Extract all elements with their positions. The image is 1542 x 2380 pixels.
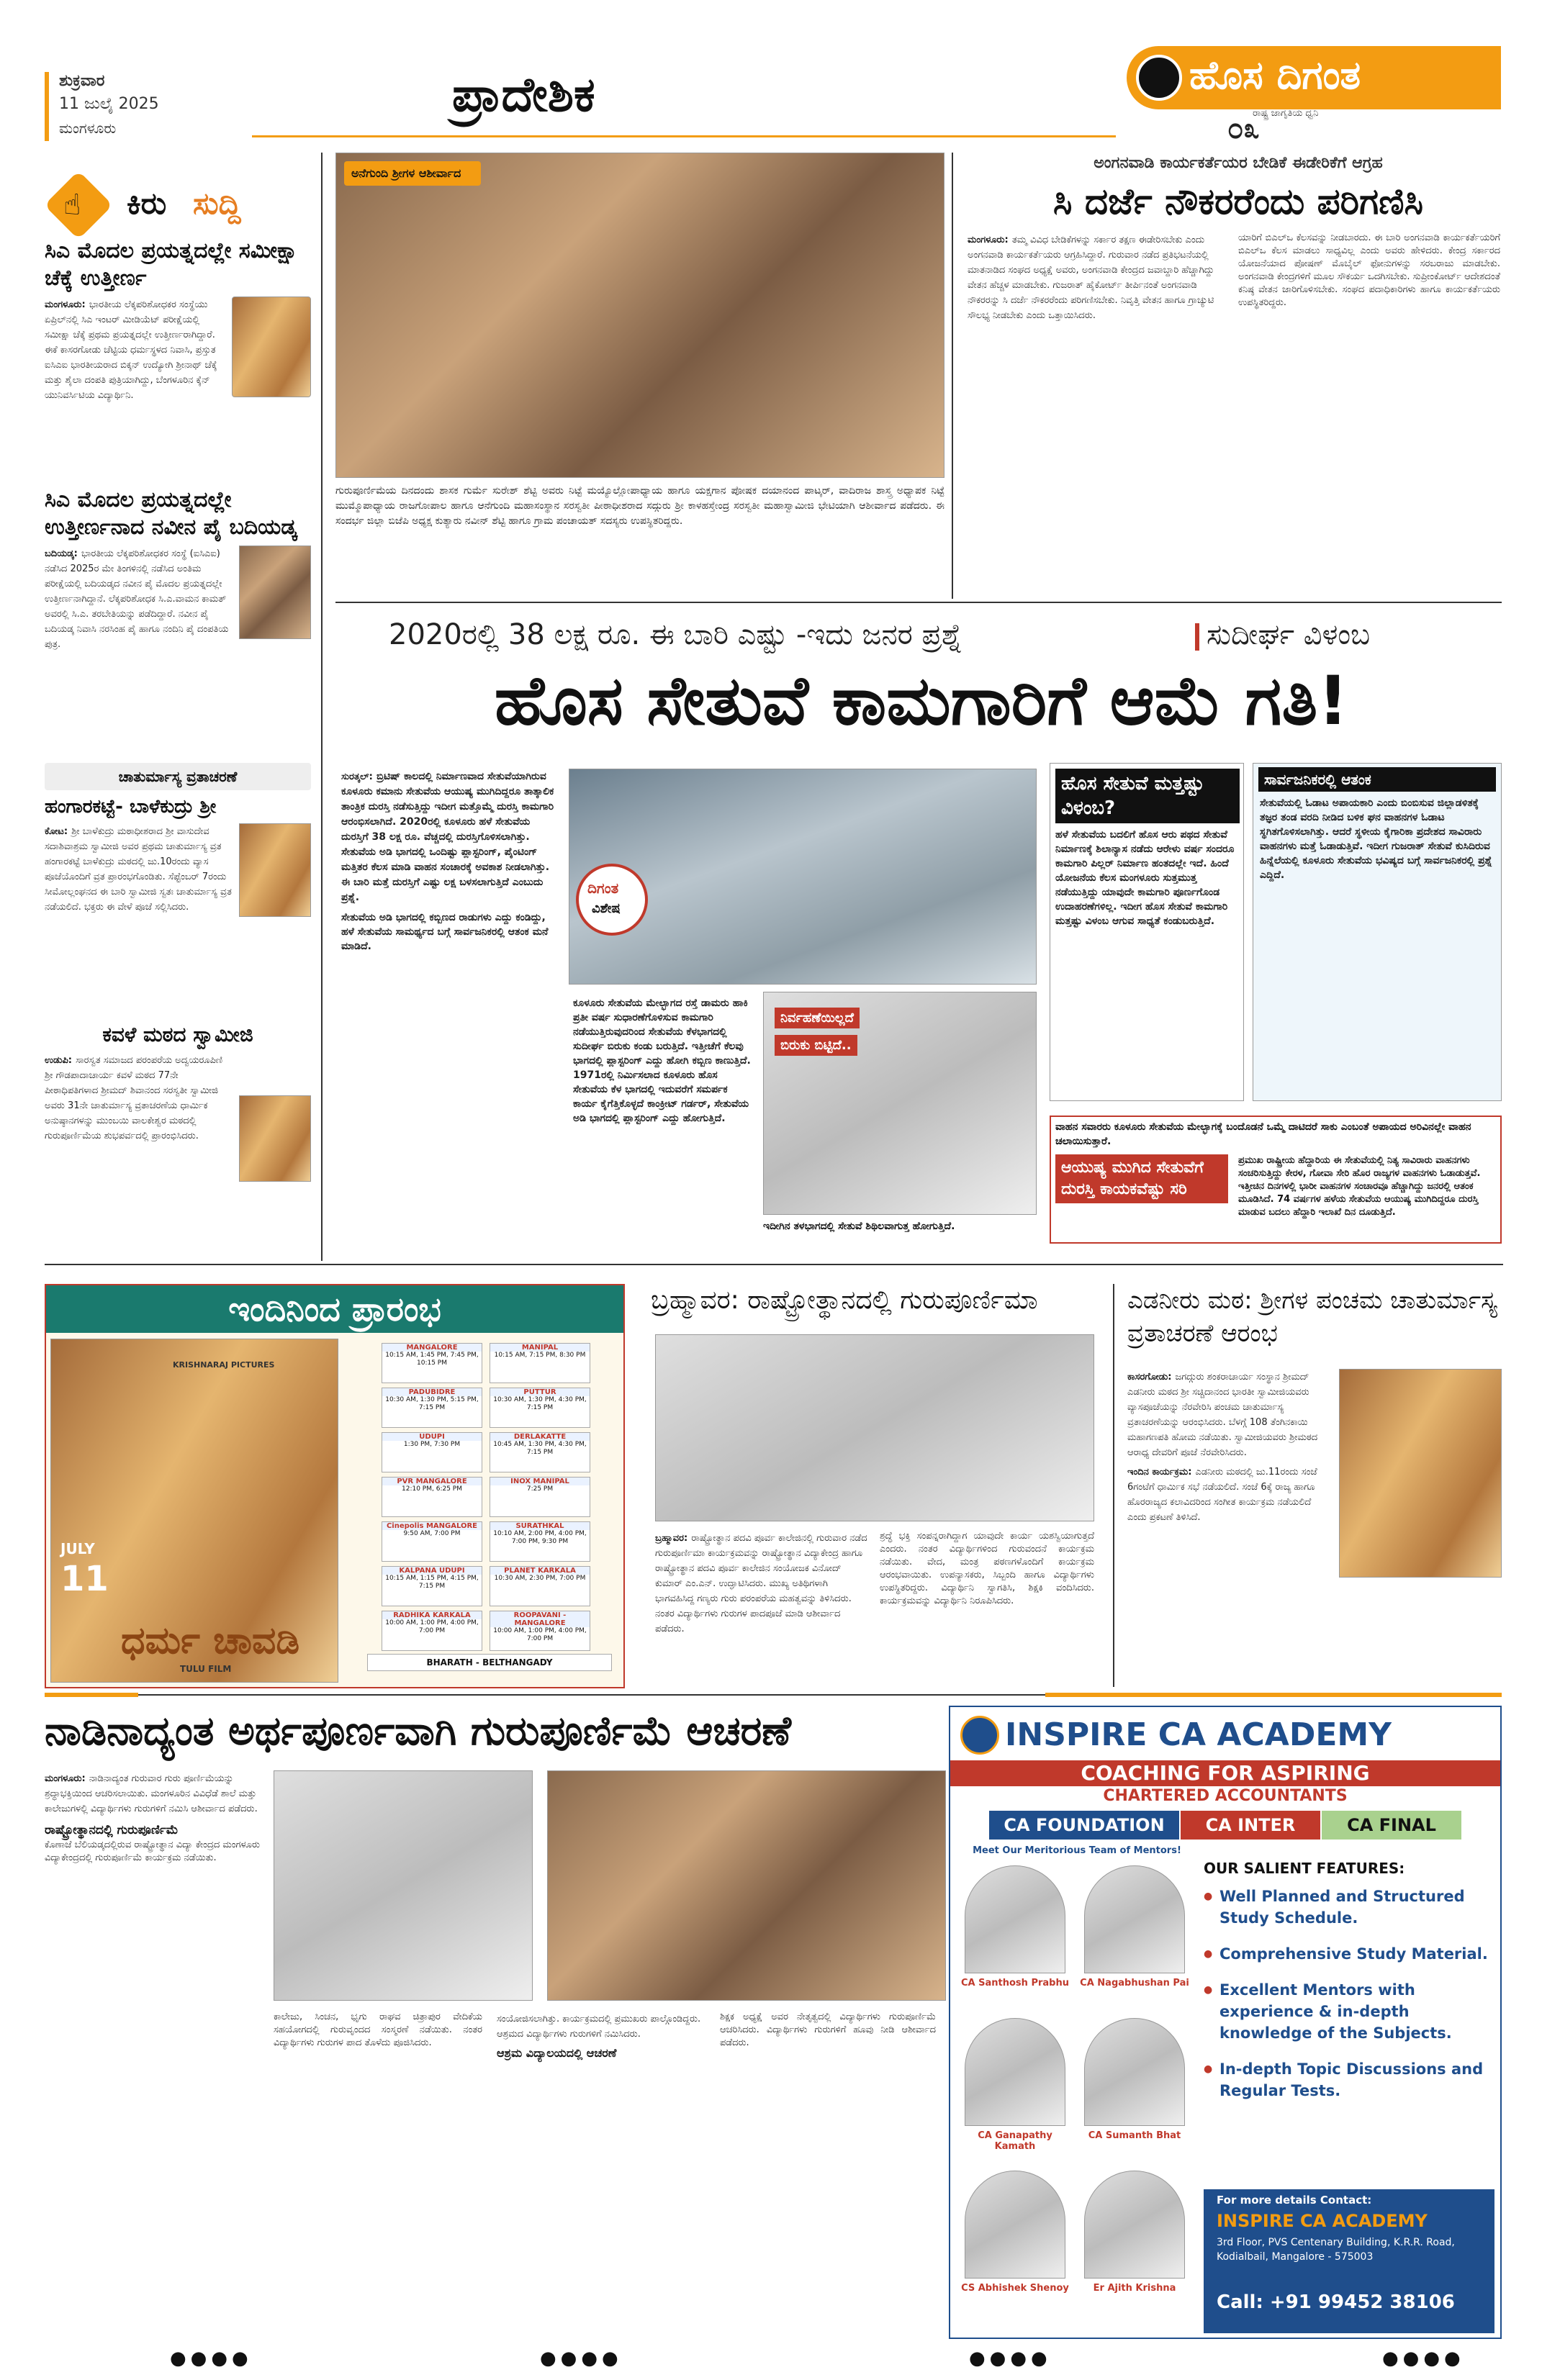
box1-body: ಹಳೆ ಸೇತುವೆಯ ಬದಲಿಗೆ ಹೊಸ ಆರು ಪಥದ ಸೇತುವೆ ನಿರ್ಮಾಣಕ್ಕೆ ಶಿಲಾನ್ಯಾಸ ನಡೆದು ಆರೇಳು ವರ್ಷ ಸಂದರೂ ಕಾಮಗಾರಿ ಪಿಲ್ಲರ್ ನಿರ್ಮಾಣ ಹಂತದಲ್ಲೇ ಇದೆ. ಹಿಂದೆ ಯೋಜನೆಯ ಕೆಲಸ ಮಂಗಳೂರು ಸುತ್ತಮುತ್ತ ನಡೆಯುತ್ತಿದ್ದು ಯಾವುದೇ ಕಾಮಗಾರಿ ಪೂರ್ಣಗೊಂಡ ಉದಾಹರಣೆಗಳಿಲ್ಲ. ಇದೀಗ ಹೊಸ ಸೇತುವೆ ಕಾಮಗಾರಿ ಮತ್ತಷ್ಟು ವಿಳಂಬ ಆಗುವ ಸಾಧ್ಯತೆ ಕಂಡುಬರುತ್ತಿದೆ. (1055, 829, 1235, 927)
theatre-name: SURATHKAL (490, 1522, 590, 1530)
paper-tagline: ರಾಷ್ಟ್ರ ಜಾಗೃತಿಯ ಧ್ವನಿ (1253, 108, 1319, 119)
inspire-address: 3rd Floor, PVS Centenary Building, K.R.R. Road, Kodialbail, Mangalore - 575003 (1217, 2237, 1455, 2263)
guru-headline: ನಾಡಿನಾದ್ಯಂತ ಅರ್ಥಪೂರ್ಣವಾಗಿ ಗುರುಪೂರ್ಣಿಮೆ ಆಚರಣೆ (45, 1708, 792, 1755)
feature-text: Comprehensive Study Material. (1219, 1945, 1488, 1963)
sidebar-divider (321, 153, 323, 1261)
crack-caption: ಇದೀಗಿನ ತಳಭಾಗದಲ್ಲಿ ಸೇತುವೆ ಶಿಥಿಲವಾಗುತ್ತ ಹೋಗುತ್ತಿದೆ. (763, 1221, 955, 1232)
top-photo (335, 153, 944, 478)
kiru-story-2 (45, 487, 311, 651)
footer-dots-3: ●●●● (969, 2348, 1052, 2369)
crack-label-b: ಬಿರುಕು ಬಿಟ್ಟಿದೆ.. (775, 1035, 857, 1056)
inspire-tab-foundation: CA FOUNDATION (989, 1811, 1179, 1840)
kiru-s2-title: ಸಿಎ ಮೊದಲ ಪ್ರಯತ್ನದಲ್ಲೇ ಉತ್ತೀರ್ಣನಾದ ನವೀನ ಪೈ ಬದಿಯಡ್ಕ (45, 487, 297, 540)
brahmavara-photo (655, 1334, 1094, 1521)
theatre-times: 10:00 AM, 1:00 PM, 4:00 PM, 7:00 PM (385, 1619, 479, 1634)
theatre-name: RADHIKA KARKALA (382, 1611, 482, 1619)
mentor-photo (965, 1865, 1065, 1973)
feature-item (1204, 2058, 1492, 2101)
crack-label-a: ನಿರ್ವಹಣೆಯಿಲ್ಲದೆ (775, 1008, 860, 1028)
bridge-top-rule (335, 602, 1502, 603)
bullet-icon: ● (1204, 1984, 1213, 1996)
mentor-name: Er Ajith Krishna (1093, 2283, 1176, 2294)
mentor-photo (1084, 1865, 1185, 1973)
mentor-name: CA Sumanth Bhat (1088, 2130, 1181, 2141)
theatre-name: PADUBIDRE (382, 1388, 482, 1396)
bridge-subhead-b: ಸುದೀರ್ಘ ವಿಳಂಬ (1207, 618, 1371, 651)
edaneeru-photo (1339, 1369, 1502, 1578)
theatre-times: 10:30 AM, 1:30 PM, 5:15 PM, 7:15 PM (385, 1396, 479, 1411)
bridge-place: ಸುರತ್ಕಲ್: (341, 772, 373, 782)
brahmavara-title: ಬ್ರಹ್ಮಾವರ: ರಾಷ್ಟ್ರೋತ್ಥಾನದಲ್ಲಿ ಗುರುಪೂರ್ಣಿಮಾ (651, 1285, 1038, 1315)
mentor-photo (1084, 2018, 1185, 2126)
kiru-s4-photo (239, 1095, 311, 1182)
masthead-city: ಮಂಗಳೂರು (59, 119, 117, 137)
bridge-body-1b: ಸೇತುವೆಯ ಅಡಿ ಭಾಗದಲ್ಲಿ ಕಬ್ಬಿಣದ ರಾಡುಗಳು ಎದ್ದು ಕಂಡಿದ್ದು, ಹಳೆ ಸೇತುವೆಯ ಸಾಮರ್ಥ್ಯದ ಬಗ್ಗೆ ಸಾರ್ವಜನಿಕರಲ್ಲಿ ಆತಂಕ ಮನೆ ಮಾಡಿದೆ. (341, 912, 549, 952)
kiru-story-1 (45, 237, 311, 402)
kiru-s3-place: ಕೋಟ: (45, 826, 68, 837)
masthead-date: 11 ಜುಲೈ 2025 (59, 95, 159, 113)
inspire-contact-name: INSPIRE CA ACADEMY (1217, 2211, 1428, 2231)
kiru-s3-photo (239, 823, 311, 917)
theatre-name: DERLAKATTE (490, 1433, 590, 1441)
kiru-s1-place: ಮಂಗಳೂರು: (45, 299, 86, 310)
movie-subtitle: TULU FILM (180, 1664, 232, 1674)
box2-title: ಸಾರ್ವಜನಿಕರಲ್ಲಿ ಆತಂಕ (1258, 767, 1496, 792)
bullet-icon: ● (1204, 1948, 1213, 1960)
feature-text: In-depth Topic Discussions and Regular Tests. (1219, 2060, 1484, 2099)
showtime-card (490, 1388, 590, 1428)
footer-dots-2: ●●●● (540, 2348, 623, 2369)
kiru-s4-place: ಉಡುಪಿ: (45, 1055, 72, 1066)
page-number: ೦೩ (1227, 112, 1260, 145)
masthead-left-rule (45, 72, 49, 141)
showtime-card (490, 1521, 590, 1562)
anganwadi-body-1: ತಮ್ಮ ವಿವಿಧ ಬೇಡಿಕೆಗಳನ್ನು ಸರ್ಕಾರ ತಕ್ಷಣ ಈಡೇರಿಸಬೇಕು ಎಂದು ಅಂಗನವಾಡಿ ಕಾರ್ಯಕರ್ತೆಯರು ಆಗ್ರಹಿಸಿದ್ದಾರೆ. ಗುರುವಾರ ನಡೆದ ಪ್ರತಿಭಟನೆಯಲ್ಲಿ ಮಾತನಾಡಿದ ಸಂಘದ ಅಧ್ಯಕ್ಷೆ ಅವರು, ಅಂಗನವಾಡಿ ಕೇಂದ್ರದ ಜವಾಬ್ದಾರಿ ಹೆಚ್ಚಾಗಿದ್ದು ವೇತನ ಹೆಚ್ಚಳ ಮಾಡಬೇಕು. ಗುಜರಾತ್ ಹೈಕೋರ್ಟ್ ತೀರ್ಪಿನಂತೆ ಅಂಗನವಾಡಿ ನೌಕರರನ್ನು ಸಿ ದರ್ಜೆ ನೌಕರರೆಂದು ಪರಿಗಣಿಸಬೇಕು. ನಿವೃತ್ತಿ ವೇತನ ಹಾಗೂ ಗ್ರಾಚ್ಯುಟಿ ಸೌಲಭ್ಯ ನೀಡಬೇಕು ಎಂದು ಒತ್ತಾಯಿಸಿದರು. (968, 235, 1214, 321)
box3-body: ಪ್ರಮುಖ ರಾಷ್ಟ್ರೀಯ ಹೆದ್ದಾರಿಯ ಈ ಸೇತುವೆಯಲ್ಲಿ ನಿತ್ಯ ಸಾವಿರಾರು ವಾಹನಗಳು ಸಂಚರಿಸುತ್ತಿದ್ದು ಕೇರಳ, ಗೋವಾ ಸೇರಿ ಹೊರ ರಾಜ್ಯಗಳ ವಾಹನಗಳು ಓಡಾಡುತ್ತವೆ. ಇತ್ತೀಚಿನ ದಿನಗಳಲ್ಲಿ ಭಾರೀ ವಾಹನಗಳ ಸಂಚಾರವೂ ಹೆಚ್ಚಾಗಿದ್ದು ಜನರಲ್ಲಿ ಆತಂಕ ಮೂಡಿಸಿದೆ. 74 ವರ್ಷಗಳ ಹಳೆಯ ಸೇತುವೆಯ ಆಯುಷ್ಯ ಮುಗಿದಿದ್ದರೂ ದುರಸ್ತಿ ಮಾಡುವ ಬದಲು ಹೆದ್ದಾರಿ ಇಲಾಖೆ ದಿನ ದೂಡುತ್ತಿದೆ. (1238, 1155, 1481, 1218)
theatre-times: 10:15 AM, 7:15 PM, 8:30 PM (494, 1352, 586, 1359)
masthead-day: ಶುಕ್ರವಾರ (59, 72, 105, 90)
showtime-card (382, 1388, 482, 1428)
theatre-name: ROOPAVANI - MANGALORE (490, 1611, 590, 1627)
brahmavara-col-1 (655, 1530, 870, 1636)
mentor-photo (965, 2018, 1065, 2126)
anganwadi-place: ಮಂಗಳೂರು: (968, 235, 1009, 245)
bullet-icon: ● (1204, 2063, 1213, 2075)
kiru-s1-photo (232, 297, 311, 397)
mentor-name: CS Abhishek Shenoy (961, 2283, 1069, 2294)
box3-lead: ವಾಹನ ಸವಾರರು ಕೂಳೂರು ಸೇತುವೆಯ ಮೇಲ್ಭಾಗಕ್ಕೆ ಬಂದೊಡನೆ ಒಮ್ಮೆ ದಾಟಿದರೆ ಸಾಕು ಎಂಬಂತೆ ಅಪಾಯದ ಅರಿವಿನಲ್ಲೇ ವಾಹನ ಚಲಾಯಿಸುತ್ತಾರೆ. (1055, 1121, 1471, 1147)
footer-dots-1: ●●●● (170, 2348, 253, 2369)
theatre-times: 7:25 PM (526, 1485, 554, 1493)
showtime-card (382, 1477, 482, 1517)
masthead-section-rule (252, 135, 1116, 137)
kiru-s2-place: ಬದಿಯಡ್ಕ: (45, 548, 78, 559)
digantha-badge-a: ದಿಗಂತ (587, 879, 619, 897)
showtime-card (490, 1343, 590, 1383)
showtime-card (382, 1566, 482, 1606)
brahmavara-place: ಬ್ರಹ್ಮಾವರ: (655, 1533, 688, 1544)
edaneeru-title: ಎಡನೀರು ಮಠ: ಶ್ರೀಗಳ ಪಂಚಮ ಚಾತುರ್ಮಾಸ್ಯ ವ್ರತಾಚರಣೆ ಆರಂಭ (1127, 1286, 1497, 1348)
feature-item (1204, 1886, 1492, 1929)
inspire-logo (960, 1716, 999, 1755)
guru-body-4: ಶಿಕ್ಷಕ ಅಧ್ಯಕ್ಷೆ ಅವರ ನೇತೃತ್ವದಲ್ಲಿ ವಿದ್ಯಾರ್ಥಿಗಳು ಗುರುಪೂರ್ಣಿಮೆ ಆಚರಿಸಿದರು. ವಿದ್ಯಾರ್ಥಿಗಳು ಗುರುಗಳಿಗೆ ಹೂವು ನೀಡಿ ಆಶೀರ್ವಾದ ಪಡೆದರು. (720, 2012, 936, 2048)
guru-place: ಮಂಗಳೂರು: (45, 1773, 86, 1784)
anganwadi-kicker: ಅಂಗನವಾಡಿ ಕಾರ್ಯಕರ್ತೆಯರ ಬೇಡಿಕೆ ಈಡೇರಿಕೆಗೆ ಆಗ್ರಹ (1094, 154, 1383, 172)
section-title: ಪ್ರಾದೇಶಿಕ (452, 67, 595, 122)
edaneeru-body-2: ಎಡನೀರು ಮಠದಲ್ಲಿ ಜು.11ರಂದು ಸಂಜೆ 6ಗಂಟೆಗೆ ಧಾರ್ಮಿಕ ಸಭೆ ನಡೆಯಲಿದೆ. ಸಂಜೆ 6ಕ್ಕೆ ರಾಜ್ಯ ಹಾಗೂ ಹೊರರಾಜ್ಯದ ಕಲಾವಿದರಿಂದ ಸಂಗೀತ ಕಾರ್ಯಕ್ರಮ ನಡೆಯಲಿದೆ ಎಂದು ಪ್ರಕಟಣೆ ತಿಳಿಸಿದೆ. (1127, 1467, 1317, 1523)
bridge-col-1 (341, 769, 557, 954)
edaneeru-place: ಕಾಸರಗೋಡು: (1127, 1372, 1172, 1383)
movie-release-b: 11 (60, 1559, 109, 1599)
guru-col-1 (45, 1770, 263, 1865)
bridge-subhead-bar (1195, 623, 1199, 651)
showtime-card (490, 1566, 590, 1606)
showtime-card (382, 1343, 482, 1383)
hand-icon: ☝ (63, 189, 81, 222)
feature-item (1204, 1979, 1492, 2044)
kiru-s2-body: ಭಾರತೀಯ ಲೆಕ್ಕಪರಿಶೋಧಕರ ಸಂಸ್ಥೆ (ಐಸಿಎಐ) ನಡೆಸಿದ 2025ರ ಮೇ ತಿಂಗಳಿನಲ್ಲಿ ನಡೆಸಿದ ಅಂತಿಮ ಪರೀಕ್ಷೆಯಲ್ಲಿ ಬದಿಯಡ್ಕದ ನವೀನ ಪೈ ಮೊದಲ ಪ್ರಯತ್ನದಲ್ಲೇ ಉತ್ತೀರ್ಣನಾಗಿದ್ದಾನೆ. ಲೆಕ್ಕಪರಿಶೋಧಕ ಸಿ.ಎ.ವಾಮನ ಕಾಮತ್ ಅವರಲ್ಲಿ ಸಿ.ಎ. ತರಬೇತಿಯನ್ನು ಪಡೆದಿದ್ದಾರೆ. ನವೀನ ಪೈ ಬದಿಯಡ್ಕ ನಿವಾಸಿ ನರಸಿಂಹ ಪೈ ಹಾಗೂ ನಂದಿನಿ ಪೈ ದಂಪತಿಯ ಪುತ್ರ. (45, 548, 229, 650)
footer-dots-4: ●●●● (1382, 2348, 1465, 2369)
guru-photo-2 (547, 1770, 946, 2001)
box2-body: ಸೇತುವೆಯಲ್ಲಿ ಓಡಾಟ ಅಪಾಯಕಾರಿ ಎಂದು ಬಿಂಬಿಸುವ ಜಿಲ್ಲಾಡಳಿತಕ್ಕೆ ತಜ್ಞರ ತಂಡ ವರದಿ ನೀಡಿದ ಬಳಿಕ ಘನ ವಾಹನಗಳ ಓಡಾಟ ಸ್ಥಗಿತಗೊಳಿಸಲಾಗಿತ್ತು. ಆದರೆ ಸ್ಥಳೀಯ ಕೈಗಾರಿಕಾ ಪ್ರದೇಶದ ಸಾವಿರಾರು ವಾಹನಗಳು ಮತ್ತೆ ಓಡಾಡುತ್ತಿವೆ. ಇದೀಗ ಗುಜರಾತ್ ಸೇತುವೆ ಕುಸಿದಿರುವ ಹಿನ್ನೆಲೆಯಲ್ಲಿ ಕೂಳೂರು ಸೇತುವೆಯ ಭವಿಷ್ಯದ ಬಗ್ಗೆ ಸಾರ್ವಜನಿಕರಲ್ಲಿ ಪ್ರಶ್ನೆ ಎದ್ದಿದೆ. (1260, 797, 1492, 881)
feature-list (1204, 1886, 1492, 2116)
kiru-s3-body: ಶ್ರೀ ಬಾಳೆಕುದ್ರು ಮಠಾಧೀಶರಾದ ಶ್ರೀ ವಾಸುದೇವ ಸದಾಶಿವಾಶ್ರಮ ಸ್ವಾಮೀಜಿ ಅವರ ಪ್ರಥಮ ಚಾತುರ್ಮಾಸ್ಯ ವ್ರತ ಹಂಗಾರಕಟ್ಟೆ ಬಾಳೆಕುದ್ರು ಮಠದಲ್ಲಿ ಜು.10ರಂದು ವ್ಯಾಸ ಪೂಜೆಯೊಂದಿಗೆ ವ್ರತ ಪ್ರಾರಂಭಗೊಂಡಿತು. ಸೆಪ್ಟೆಂಬರ್ 7ರಂದು ಸೀಮೋಲ್ಲಂಘನದ ಈ ಬಾರಿ ಸ್ವಾಮೀಜಿ ಸ್ವತಃ ಚಾತುರ್ಮಾಸ್ಯ ವ್ರತ ನಡೆಯಲಿದೆ. ಭಕ್ತರು ಈ ವೇಳೆ ಪೂಜೆ ಸಲ್ಲಿಸಿದರು. (45, 826, 232, 913)
top-divider (952, 153, 953, 599)
inspire-mentors-head: Meet Our Meritorious Team of Mentors! (973, 1845, 1181, 1856)
theatre-name: UDUPI (382, 1433, 482, 1441)
digantha-badge-b: ವಿಶೇಷ (592, 901, 621, 916)
theatre-name: MANIPAL (490, 1344, 590, 1352)
bridge-subhead-a: 2020ರಲ್ಲಿ 38 ಲಕ್ಷ ರೂ. ಈ ಬಾರಿ ಎಷ್ಟು -ಇದು ಜನರ ಪ್ರಶ್ನೆ (389, 618, 962, 651)
theatre-name: MANGALORE (382, 1344, 482, 1352)
movie-banner: ಇಂದಿನಿಂದ ಪ್ರಾರಂಭ (46, 1285, 623, 1333)
theatre-times: 10:45 AM, 1:30 PM, 4:30 PM, 7:15 PM (493, 1441, 587, 1456)
theatre-times: 12:10 PM, 6:25 PM (402, 1485, 462, 1493)
mentor-name: CA Ganapathy Kamath (978, 2130, 1052, 2152)
bullet-icon: ● (1204, 1891, 1213, 1902)
top-photo-badge: ಅನೆಗುಂದಿ ಶ್ರೀಗಳ ಆಶೀರ್ವಾದ (344, 161, 481, 186)
anganwadi-col-1 (968, 232, 1225, 322)
theatre-name: INOX MANIPAL (490, 1478, 590, 1485)
mentor-name: CA Santhosh Prabhu (961, 1978, 1069, 1988)
guru-sub-3: ಆಶ್ರಮ ವಿದ್ಯಾಲಯದಲ್ಲಿ ಆಚರಣೆ (497, 2046, 617, 2060)
feature-text: Well Planned and Structured Study Schedule. (1219, 1888, 1465, 1927)
guru-body-3: ಸಂಯೋಜಿಸಲಾಗಿತ್ತು. ಕಾರ್ಯಕ್ರಮದಲ್ಲಿ ಪ್ರಮುಖರು ಪಾಲ್ಗೊಂಡಿದ್ದರು. ಆಶ್ರಮದ ವಿದ್ಯಾರ್ಥಿಗಳು ಗುರುಗಳಿಗೆ ನಮಿಸಿದರು. (497, 2014, 701, 2040)
paper-logo-emblem (1136, 55, 1182, 101)
showtime-card (382, 1521, 482, 1562)
feature-text: Excellent Mentors with experience & in-depth knowledge of the Subjects. (1219, 1981, 1452, 2042)
kiru-s3-kicker: ಚಾತುರ್ಮಾಸ್ಯ ವ್ರತಾಚರಣೆ (45, 763, 311, 790)
mentor-name: CA Nagabhushan Pai (1080, 1978, 1189, 1988)
edaneeru-col (1127, 1369, 1332, 1524)
mid-rule (45, 1264, 1503, 1265)
theatre-times: 10:15 AM, 1:45 PM, 7:45 PM, 10:15 PM (385, 1352, 479, 1367)
theatre-name: PLANET KARKALA (490, 1567, 590, 1575)
kiru-story-4 (45, 1022, 311, 1182)
theatre-name: Cinepolis MANGALORE (382, 1522, 482, 1530)
kiru-s4-title: ಕವಳೆ ಮಠದ ಸ್ವಾಮೀಜಿ (102, 1023, 253, 1046)
guru-sub-1: ರಾಷ್ಟ್ರೋತ್ಥಾನದಲ್ಲಿ ಗುರುಪೂರ್ಣಿಮೆ (45, 1823, 179, 1837)
inspire-contact-head: For more details Contact: (1217, 2194, 1372, 2207)
inspire-features-head: OUR SALIENT FEATURES: (1204, 1860, 1405, 1877)
section-rule-orange-2 (1045, 1693, 1502, 1697)
anganwadi-body-2: ಯಾರಿಗೆ ಬಿಎಲ್‌ಒ ಕೆಲಸವನ್ನು ನೀಡಬಾರದು. ಈ ಬಾರಿ ಅಂಗನವಾಡಿ ಕಾರ್ಯಕರ್ತೆಯರಿಗೆ ಬಿಎಲ್‌ಒ ಕೆಲಸ ಮಾಡಲು ಸಾಧ್ಯವಿಲ್ಲ ಎಂದು ಅವರು ಹೇಳಿದರು. ಕೇಂದ್ರ ಸರ್ಕಾರದ ಯೋಜನೆಯಾದ ಪೋಷಣ್ ಮೊಬೈಲ್ ಫೋನುಗಳನ್ನು ಸರಬರಾಜು ಮಾಡಬೇಕು. ಅಂಗನವಾಡಿ ಕೇಂದ್ರಗಳಿಗೆ ಮೂಲ ಸೌಕರ್ಯ ಒದಗಿಸಬೇಕು. ಸುಪ್ರೀಂಕೋರ್ಟ್ ಆದೇಶದಂತೆ ಕನಿಷ್ಠ ವೇತನ ಜಾರಿಗೊಳಿಸಬೇಕು. ಸಂಘದ ಪದಾಧಿಕಾರಿಗಳು ಹಾಗೂ ಕಾರ್ಯಕರ್ತೆಯರು ಉಪಸ್ಥಿತರಿದ್ದರು. (1238, 232, 1501, 308)
inspire-tab-inter: CA INTER (1181, 1811, 1320, 1840)
movie-producer: KRISHNARAJ PICTURES (173, 1360, 275, 1370)
edaneeru-divider (1113, 1284, 1114, 1687)
kiru-s3-title: ಹಂಗಾರಕಟ್ಟೆ- ಬಾಳೆಕುದ್ರು ಶ್ರೀ (45, 796, 217, 818)
edaneeru-sub: ಇಂದಿನ ಕಾರ್ಯಕ್ರಮ: (1127, 1467, 1192, 1478)
theatre-times: 10:30 AM, 2:30 PM, 7:00 PM (494, 1575, 586, 1582)
bridge-mid-text: ಕೂಳೂರು ಸೇತುವೆಯ ಮೇಲ್ಭಾಗದ ರಸ್ತೆ ಡಾಮರು ಹಾಕಿ ಪ್ರತೀ ವರ್ಷ ಸುಧಾರಣೆಗೊಳಿಸುವ ಕಾಮಗಾರಿ ನಡೆಯುತ್ತಿರುವುದರಿಂದ ಸೇತುವೆಯ ಕೆಳಭಾಗದಲ್ಲಿ ಸುದೀರ್ಘ ಬಿರುಕು ಕಂಡು ಬರುತ್ತಿದೆ. ಇತ್ತೀಚೆಗೆ ಕೆಲವು ಭಾಗದಲ್ಲಿ ಪ್ಲಾಸ್ಟರಿಂಗ್ ಎದ್ದು ಹೋಗಿ ಕಬ್ಬಿಣ ಕಾಣುತ್ತಿದೆ. 1971ರಲ್ಲಿ ನಿರ್ಮಿಸಲಾದ ಕೂಳೂರು ಹೊಸ ಸೇತುವೆಯ ಕೆಳ ಭಾಗದಲ್ಲಿ ಇದುವರೆಗೆ ಸಮರ್ಪಕ ಕಾರ್ಯ ಕೈಗೆತ್ತಿಕೊಳ್ಳದೆ ಕಾಂಕ್ರೀಟ್ ಗರ್ಡರ್, ಸೇತುವೆಯ ಅಡಿ ಭಾಗದಲ್ಲಿ ಪ್ಲಾಸ್ಟರಿಂಗ್ ಎದ್ದು ಹೋಗುತ್ತಿದೆ. (573, 997, 751, 1124)
guru-photo-1 (274, 1770, 533, 2001)
kiru-s4-body: ಸಾರಸ್ವತ ಸಮಾಜದ ಪರಂಪರೆಯ ಅದ್ವಯರೂಪಿಣಿ ಶ್ರೀ ಗೌಡಪಾದಾಚಾರ್ಯ ಕವಳೆ ಮಠದ 77ನೇ ಪೀಠಾಧಿಪತಿಗಳಾದ ಶ್ರೀಮದ್ ಶಿವಾನಂದ ಸರಸ್ವತೀ ಸ್ವಾಮೀಜಿ ಅವರು 31ನೇ ಚಾತುರ್ಮಾಸ್ಯ ವ್ರತಾಚರಣೆಯ ಧಾರ್ಮಿಕ ಅನುಷ್ಠಾನಗಳನ್ನು ಮುಂಬಯಿ ವಾಲಕೇಶ್ವರ ಮಠದಲ್ಲಿ ಗುರುಪೂರ್ಣಿಮೆಯ ಶುಭಪರ್ವದಲ್ಲಿ ಪ್ರಾರಂಭಿಸಿದರು. (45, 1055, 223, 1141)
theatre-times: 10:00 AM, 1:00 PM, 4:00 PM, 7:00 PM (493, 1627, 587, 1642)
guru-body-1: ನಾಡಿನಾದ್ಯಂತ ಗುರುವಾರ ಗುರು ಪೂರ್ಣಿಮೆಯನ್ನು ಶ್ರದ್ಧಾಭಕ್ತಿಯಿಂದ ಆಚರಿಸಲಾಯಿತು. ಮಂಗಳೂರಿನ ವಿವಿಧೆಡೆ ಶಾಲೆ ಮತ್ತು ಕಾಲೇಜುಗಳಲ್ಲಿ ವಿದ್ಯಾರ್ಥಿಗಳು ಗುರುಗಳಿಗೆ ನಮಿಸಿ ಆಶೀರ್ವಾದ ಪಡೆದರು. (45, 1773, 258, 1814)
brahmavara-body-2: ಶ್ರದ್ಧೆ ಭಕ್ತಿ ಸಂಪನ್ನರಾಗಿದ್ದಾಗ ಯಾವುದೇ ಕಾರ್ಯ ಯಶಸ್ವಿಯಾಗುತ್ತದೆ ಎಂದರು. ನಂತರ ವಿದ್ಯಾರ್ಥಿಗಳಿಂದ ಗುರುವಂದನೆ ಕಾರ್ಯಕ್ರಮ ನಡೆಯಿತು. ವೇದ, ಮಂತ್ರ ಪಠಣಗಳೊಂದಿಗೆ ಕಾರ್ಯಕ್ರಮ ಆರಂಭವಾಯಿತು. ಉಪನ್ಯಾಸಕರು, ಸಿಬ್ಬಂದಿ ಹಾಗೂ ವಿದ್ಯಾರ್ಥಿಗಳು ಉಪಸ್ಥಿತರಿದ್ದರು. ವಿದ್ಯಾರ್ಥಿನಿ ಸ್ವಾಗತಿಸಿ, ಶಿಕ್ಷಕಿ ವಂದಿಸಿದರು. ಕಾರ್ಯಕ್ರಮವನ್ನು ವಿದ್ಯಾರ್ಥಿನಿ ನಿರೂಪಿಸಿದರು. (880, 1531, 1094, 1606)
anganwadi-title: ಸಿ ದರ್ಜೆ ನೌಕರರೆಂದು ಪರಿಗಣಿಸಿ (1052, 181, 1424, 222)
showtime-card (382, 1611, 482, 1651)
section-rule-orange-1 (45, 1693, 138, 1697)
mentor-photo (1084, 2171, 1185, 2279)
showtime-card (382, 1432, 482, 1472)
inspire-phone: Call: +91 99452 38106 (1217, 2291, 1455, 2313)
showtime-card (490, 1432, 590, 1472)
kiru-label-a: ಕಿರು (127, 186, 167, 221)
brahmavara-body-1: ರಾಷ್ಟ್ರೋತ್ಥಾನ ಪದವಿ ಪೂರ್ವ ಕಾಲೇಜಿನಲ್ಲಿ ಗುರುವಾರ ನಡೆದ ಗುರುಪೂರ್ಣಿಮಾ ಕಾರ್ಯಕ್ರಮವನ್ನು ರಾಷ್ಟ್ರೋತ್ಥಾನ ವಿದ್ಯಾಕೇಂದ್ರ ಹಾಗೂ ರಾಷ್ಟ್ರೋತ್ಥಾನ ಪದವಿ ಪೂರ್ವ ಕಾಲೇಜಿನ ಸಂಯೋಜಕ ವಿನೋದ್ ಕುಮಾರ್ ಎಂ.ಎನ್. ಉದ್ಘಾಟಿಸಿದರು. ಮುಖ್ಯ ಅತಿಥಿಗಳಾಗಿ ಭಾಗವಹಿಸಿದ್ದ ಗಣ್ಯರು ಗುರು ಪರಂಪರೆಯ ಮಹತ್ವವನ್ನು ತಿಳಿಸಿದರು. ನಂತರ ವಿದ್ಯಾರ್ಥಿಗಳು ಗುರುಗಳ ಪಾದಪೂಜೆ ಮಾಡಿ ಆಶೀರ್ವಾದ ಪಡೆದರು. (655, 1533, 867, 1634)
feature-item (1204, 1943, 1492, 1965)
movie-footer: BHARATH - BELTHANGADY (367, 1654, 612, 1671)
theatre-name: PVR MANGALORE (382, 1478, 482, 1485)
mentor-photo (965, 2171, 1065, 2279)
inspire-tab-final: CA FINAL (1322, 1811, 1461, 1840)
kiru-s2-photo (239, 546, 311, 639)
inspire-sub-1: COACHING FOR ASPIRING (950, 1760, 1500, 1786)
theatre-times: 9:50 AM, 7:00 PM (403, 1530, 461, 1537)
showtime-card (490, 1611, 590, 1651)
guru-body-1b: ಕೊಣಾಜೆ ಬೆಲಿಯಡ್ಕದಲ್ಲಿರುವ ರಾಷ್ಟ್ರೋತ್ಥಾನ ವಿದ್ಯಾ ಕೇಂದ್ರದ ಮಂಗಳೂರು ವಿದ್ಯಾಕೇಂದ್ರದಲ್ಲಿ ಗುರುಪೂರ್ಣಿಮೆ ಕಾರ್ಯಕ್ರಮ ನಡೆಯಿತು. (45, 1840, 260, 1863)
theatre-times: 1:30 PM, 7:30 PM (403, 1441, 461, 1448)
inspire-sub-2: CHARTERED ACCOUNTANTS (1103, 1787, 1348, 1805)
theatre-name: PUTTUR (490, 1388, 590, 1396)
digantha-badge (576, 864, 648, 936)
kiru-story-3 (45, 795, 311, 917)
movie-title: ಧರ್ಮ ಚಾವಡಿ (121, 1619, 300, 1662)
bridge-headline: ಹೊಸ ಸೇತುವೆ ಕಾಮಗಾರಿಗೆ ಆಮೆ ಗತಿ! (494, 662, 1349, 741)
inspire-title: INSPIRE CA ACADEMY (1005, 1716, 1392, 1753)
top-photo-caption: ಗುರುಪೂರ್ಣಿಮೆಯ ದಿನದಂದು ಶಾಸಕ ಗುರ್ಮೆ ಸುರೇಶ್ ಶೆಟ್ಟಿ ಅವರು ನಿಟ್ಟೆ ಮಯ್ಯೊಲ್ಲೋಪಾಧ್ಯಾಯ ಹಾಗೂ ಯಕ್ಷಗಾನ ಪೋಷಕ ದಯಾನಂದ ಪಾಟ್ಕರ್, ವಾದಿರಾಜ ಶಾಸ್ತ್ರ ಅಧ್ಯಾಪಕ ನಿಟ್ಟೆ ಮುಮ್ಮೊಪಾಧ್ಯಾಯ ರಾಜಗೋಪಾಲ ಹಾಗೂ ಆನೆಗುಂದಿ ಮಹಾಸಂಸ್ಥಾನ ಸರಸ್ವತೀ ಪೀಠಾಧೀಶರಾದ ಸದ್ಗುರು ಶ್ರೀ ಕಾಳಹಸ್ತೇಂದ್ರ ಸರಸ್ವತೀ ಮಹಾಸ್ವಾಮೀಜಿ ಭೇಟಿಯಾಗಿ ಆಶೀರ್ವಾದ ಪಡೆದರು. ಈ ಸಂದರ್ಭ ಜಿಲ್ಲಾ ಬಿಜೆಪಿ ಅಧ್ಯಕ್ಷ ಕುತ್ಯಾರು ನವೀನ್ ಶೆಟ್ಟಿ ಹಾಗೂ ಗ್ರಾಮ ಪಂಚಾಯತ್ ಸದಸ್ಯರು ಉಪಸ್ಥಿತರಿದ್ದರು. (335, 485, 944, 527)
box3-red: ಆಯುಷ್ಯ ಮುಗಿದ ಸೇತುವೆಗೆ ದುರಸ್ತಿ ಕಾಯಕವೆಷ್ಟು ಸರಿ (1055, 1154, 1228, 1203)
kiru-s1-title: ಸಿಎ ಮೊದಲ ಪ್ರಯತ್ನದಲ್ಲೇ ಸಮೀಕ್ಷಾ ಚೆಕ್ಕೆ ಉತ್ತೀರ್ಣ (45, 238, 298, 291)
guru-top-rule (138, 1694, 1045, 1696)
movie-release-a: JULY (60, 1540, 95, 1557)
theatre-name: KALPANA UDUPI (382, 1567, 482, 1575)
kiru-s1-body: ಭಾರತೀಯ ಲೆಕ್ಕಪರಿಶೋಧಕರ ಸಂಸ್ಥೆಯು ಏಪ್ರಿಲ್‌ನಲ್ಲಿ ಸಿಎ ಇಂಟರ್ ಮೀಡಿಯೆಟ್ ಪರೀಕ್ಷೆಯಲ್ಲಿ ಸಮೀಕ್ಷಾ ಚೆಕ್ಕೆ ಪ್ರಥಮ ಪ್ರಯತ್ನದಲ್ಲೇ ಉತ್ತೀರ್ಣರಾಗಿದ್ದಾರೆ. ಈಕೆ ಕಾಸರಗೋಡು ಚೆಟ್ಟಿಯ ಧರ್ಮಸ್ಥಳದ ನಿವಾಸಿ, ಪ್ರಸ್ತುತ ಐಸಿಎಐ ಭಾರತೀಯರಾದ ಬಿಕ್ಕನ್ ಉದ್ಯೋಗಿ ಶ್ರೀನಾಥ್ ಚೆಕ್ಕೆ ಮತ್ತು ಶೈಲಾ ದಂಪತಿ ಪುತ್ರಿಯಾಗಿದ್ದು, ಬೆಂಗಳೂರಿನ ಕ್ಕೆನ್ ಯುನಿವರ್ಸಿಟಿಯ ವಿದ್ಯಾರ್ಥಿನಿ. (45, 299, 217, 401)
showtime-card (490, 1477, 590, 1517)
theatre-times: 10:15 AM, 1:15 PM, 4:15 PM, 7:15 PM (385, 1575, 479, 1590)
theatre-times: 10:30 AM, 1:30 PM, 4:30 PM, 7:15 PM (493, 1396, 587, 1411)
edaneeru-body-1: ಜಗದ್ಗುರು ಶಂಕರಾಚಾರ್ಯ ಸಂಸ್ಥಾನ ಶ್ರೀಮದ್ ಎಡನೀರು ಮಠದ ಶ್ರೀ ಸಚ್ಚಿದಾನಂದ ಭಾರತೀ ಸ್ವಾಮೀಜಿಯವರು ವ್ಯಾಸಪೂಜೆಯನ್ನು ನೆರವೇರಿಸಿ ಪಂಚಮ ಚಾತುರ್ಮಾಸ್ಯ ವ್ರತಾಚರಣೆಯನ್ನು ಆರಂಭಿಸಿದರು. ಬೆಳಗ್ಗೆ 108 ತೆಂಗಿನಕಾಯಿ ಮಹಾಗಣಪತಿ ಹೋಮ ನಡೆಯಿತು. ಸ್ವಾಮೀಜಿಯವರು ಶ್ರೀಮಠದ ಆರಾಧ್ಯ ದೇವರಿಗೆ ಪೂಜೆ ನೆರವೇರಿಸಿದರು. (1127, 1372, 1318, 1458)
guru-col-3 (497, 2011, 705, 2061)
theatre-times: 10:10 AM, 2:00 PM, 4:00 PM, 7:00 PM, 9:30 PM (493, 1530, 587, 1545)
kiru-label-b: ಸುದ್ದಿ (193, 186, 241, 221)
guru-body-2: ಕಾಲೇಜು, ಸಿಂಚನ, ಭೃಗು ರಾಘವ ಚಿತ್ರಾಪುರ ವೇದಿಕೆಯ ಸಹಯೋಗದಲ್ಲಿ ಗುರುವೃಂದದ ಸಂಸ್ಮರಣೆ ನಡೆಯಿತು. ನಂತರ ವಿದ್ಯಾರ್ಥಿಗಳು ಗುರುಗಳ ಪಾದ ತೊಳೆದು ಪೂಜಿಸಿದರು. (274, 2012, 482, 2048)
bridge-body-1: ಬ್ರಿಟಿಷ್ ಕಾಲದಲ್ಲಿ ನಿರ್ಮಾಣವಾದ ಸೇತುವೆಯಾಗಿರುವ ಕೂಳೂರು ಕಮಾನು ಸೇತುವೆಯ ಆಯುಷ್ಯ ಮುಗಿದಿದ್ದರೂ ತಾತ್ಕಾಲಿಕ ತಾಂತ್ರಿಕ ದುರಸ್ತಿ ನಡೆಸುತ್ತಿದ್ದು ಇದೀಗ ಮತ್ತೊಮ್ಮೆ ದುರಸ್ತಿ ಕಾಮಗಾರಿ ಆರಂಭಿಸಲಾಗಿದೆ. 2020ರಲ್ಲಿ ಕೂಳೂರು ಹಳೆ ಸೇತುವೆಯ ದುರಸ್ತಿಗೆ 38 ಲಕ್ಷ ರೂ. ವೆಚ್ಚದಲ್ಲಿ ದುರಸ್ತಿಗೊಳಿಸಲಾಗಿತ್ತು. ಸೇತುವೆಯ ಅಡಿ ಭಾಗದಲ್ಲಿ ಒಂದಿಷ್ಟು ಪ್ಲಾಸ್ಟರಿಂಗ್, ಪೈಂಟಿಂಗ್ ಮತ್ತಿತರ ಕೆಲಸ ಮಾಡಿ ವಾಹನ ಸಂಚಾರಕ್ಕೆ ಅವಕಾಶ ನೀಡಲಾಗಿತ್ತು. ಈ ಬಾರಿ ಮತ್ತೆ ದುರಸ್ತಿಗೆ ಎಷ್ಟು ಲಕ್ಷ ಬಳಸಲಾಗುತ್ತಿದೆ ಎಂಬುದು ಪ್ರಶ್ನೆ. (341, 771, 554, 903)
paper-name: ಹೊಸ ದಿಗಂತ (1189, 53, 1361, 98)
box1-title: ಹೊಸ ಸೇತುವೆ ಮತ್ತಷ್ಟು ವಿಳಂಬ? (1055, 769, 1240, 823)
